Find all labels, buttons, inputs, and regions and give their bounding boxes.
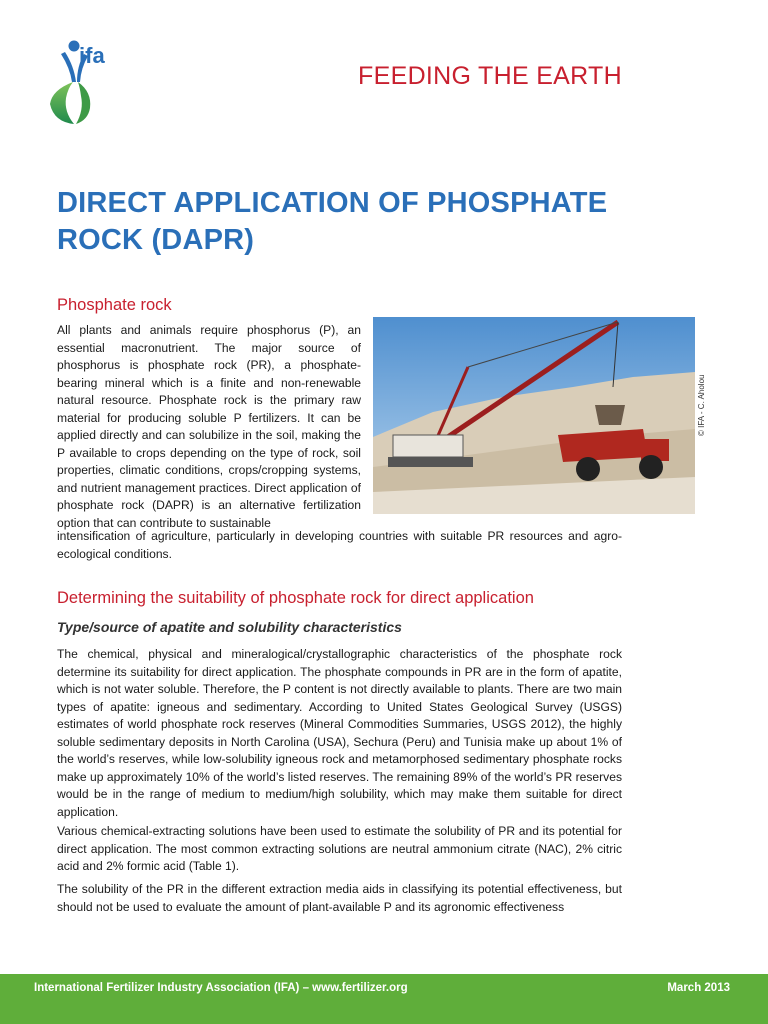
footer-organization: International Fertilizer Industry Association (IFA) – www.fertilizer.org bbox=[34, 982, 408, 994]
tagline: FEEDING THE EARTH bbox=[358, 62, 622, 90]
footer-bar bbox=[0, 974, 768, 1024]
logo-text: ifa bbox=[79, 43, 105, 68]
suitability-paragraph-3: The solubility of the PR in the different extraction media aids in classifying its potential effectiveness, but should not be used to evaluate the amount of plant-available P and its agronomic effectiveness bbox=[57, 882, 622, 914]
section-heading-phosphate-rock: Phosphate rock bbox=[57, 296, 172, 314]
intro-paragraph: All plants and animals require phosphorus (P), an essential macronutrient. The major source of phosphorus is phosphate rock (PR), a phosphate-bearing mineral which is a finite and non-renewable natural resource. Phosphate rock is the primary raw material for producing soluble P fertilizers. It can be applied directly and can solubilize in the soil, making the P available to crops depending on the type of rock, soil properties, climatic conditions, crops/cropping systems, and nutrient management practices. Direct application of phosphate rock (DAPR) is an alternative fertilization option that can contribute to sustainable bbox=[57, 323, 361, 530]
intro-paragraph-continued: intensification of agriculture, particularly in developing countries with suitable PR resources and agro-ecological conditions. bbox=[57, 529, 622, 561]
section-heading-suitability: Determining the suitability of phosphate rock for direct application bbox=[57, 589, 534, 607]
mining-photo bbox=[373, 317, 695, 514]
footer-date: March 2013 bbox=[667, 982, 730, 994]
suitability-paragraph-1: The chemical, physical and mineralogical/crystallographic characteristics of the phosphate rock determine its suitability for direct application. The phosphate compounds in PR are in the form of apatite, which is not water soluble. Therefore, the P content is not directly available to plants. There are two main types of apatite: igneous and sedimentary. According to United States Geological Survey (USGS) estimates of world phosphate rock reserves (Mineral Commodities Summaries, USGS 2012), the highly soluble sedimentary deposits in North Carolina (USA), Sechura (Peru) and Tunisia make up about 1% of the world’s reserves, while low-solubility igneous rock and metamorphosed sedimentary phosphate rocks make up approximately 10% of the world’s listed reserves. The remaining 89% of the world’s PR reserves would be in the range of medium to medium/high solubility, which may make them suitable for direct application. bbox=[57, 647, 622, 819]
subheading-apatite: Type/source of apatite and solubility characteristics bbox=[57, 619, 402, 635]
page-title: DIRECT APPLICATION OF PHOSPHATE ROCK (DAPR) bbox=[57, 187, 608, 256]
suitability-paragraph-2: Various chemical-extracting solutions have been used to estimate the solubility of PR and its potential for direct application. The most common extracting solutions are neutral ammonium citrate (NAC), 2% citric acid and 2% formic acid (Table 1). bbox=[57, 824, 622, 873]
photo-credit: © IFA - C. Aholou bbox=[697, 374, 706, 436]
